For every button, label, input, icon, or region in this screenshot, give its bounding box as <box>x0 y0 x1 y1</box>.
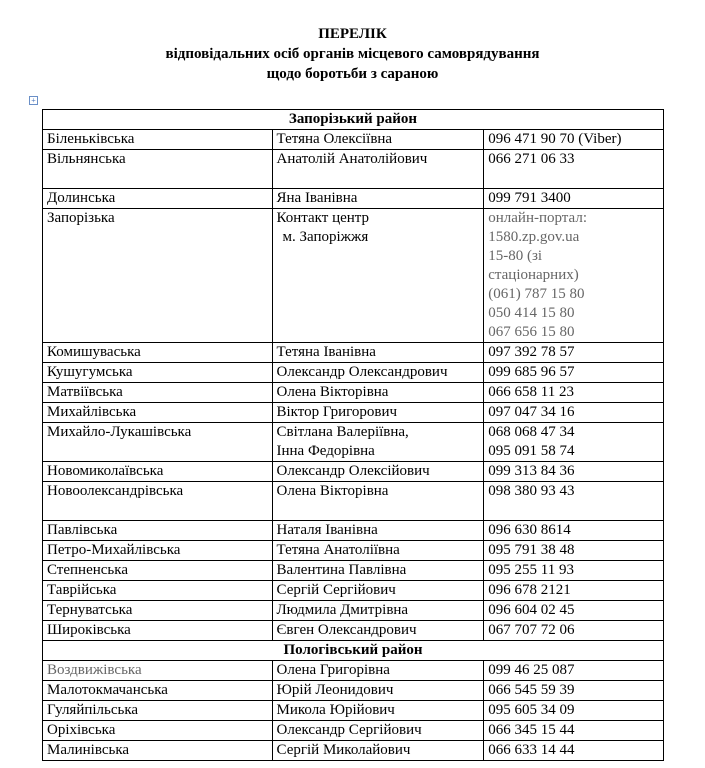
contacts-table <box>42 109 664 761</box>
section-header-row <box>43 110 664 130</box>
section-title: Пологівський район <box>43 641 664 661</box>
community-cell: Степненська <box>43 561 273 581</box>
cell-line: 066 545 59 39 <box>488 682 575 698</box>
community-cell: Малинівська <box>43 741 273 761</box>
person-cell <box>272 681 484 701</box>
person-cell <box>272 189 484 209</box>
cell-line: м. Запоріжжя <box>282 229 369 245</box>
phone-cell <box>484 701 664 721</box>
community-cell: Михайло-Лукашівська <box>43 423 273 462</box>
community-cell: Кушугумська <box>43 363 273 383</box>
document-subtitle-line1: відповідальних осіб органів місцевого самоврядування <box>165 46 540 62</box>
cell-line: 097 047 34 16 <box>488 404 575 420</box>
cell-line: 099 313 84 36 <box>488 463 575 479</box>
person-cell <box>272 423 484 462</box>
community-cell: Матвіївська <box>43 383 273 403</box>
document-title: ПЕРЕЛІК <box>318 26 387 42</box>
table-row <box>43 343 664 363</box>
document-title-block <box>0 24 705 84</box>
table-row <box>43 701 664 721</box>
cell-line: Наталя Іванівна <box>276 522 378 538</box>
cell-line: 066 345 15 44 <box>488 722 575 738</box>
table-row <box>43 403 664 423</box>
table-row <box>43 363 664 383</box>
cell-line: Євген Олександрович <box>276 622 417 638</box>
section-title: Запорізький район <box>43 110 664 130</box>
table-row <box>43 209 664 343</box>
community-cell: Новомиколаївська <box>43 462 273 482</box>
cell-line: Анатолій Анатолійович <box>276 151 428 167</box>
cell-line: Олена Вікторівна <box>276 483 389 499</box>
cell-line: 15-80 (зі <box>488 248 543 264</box>
cell-line: онлайн-портал: <box>488 210 587 226</box>
community-cell: Широківська <box>43 621 273 641</box>
cell-line: Тетяна Анатоліївна <box>276 542 400 558</box>
community-cell: Долинська <box>43 189 273 209</box>
phone-cell <box>484 601 664 621</box>
cell-line: 099 685 96 57 <box>488 364 575 380</box>
phone-cell <box>484 462 664 482</box>
phone-cell <box>484 383 664 403</box>
phone-cell <box>484 209 664 343</box>
table-row <box>43 423 664 462</box>
person-cell <box>272 403 484 423</box>
person-cell <box>272 521 484 541</box>
phone-cell <box>484 561 664 581</box>
phone-cell <box>484 403 664 423</box>
cell-line: 067 656 15 80 <box>488 324 575 340</box>
cell-line: 067 707 72 06 <box>488 622 575 638</box>
cell-line: Микола Юрійович <box>276 702 395 718</box>
table-row <box>43 561 664 581</box>
cell-line: Олександр Сергійович <box>276 722 422 738</box>
community-cell: Комишуваська <box>43 343 273 363</box>
table-row <box>43 541 664 561</box>
table-row <box>43 150 664 189</box>
table-row <box>43 462 664 482</box>
cell-line: Сергій Миколайович <box>276 742 411 758</box>
community-cell: Гуляйпільська <box>43 701 273 721</box>
table-row <box>43 521 664 541</box>
cell-line: 097 392 78 57 <box>488 344 575 360</box>
cell-line: Олександр Олександрович <box>276 364 448 380</box>
phone-cell <box>484 189 664 209</box>
person-cell <box>272 130 484 150</box>
table-row <box>43 130 664 150</box>
person-cell <box>272 541 484 561</box>
community-cell: Павлівська <box>43 521 273 541</box>
cell-line: 1580.zp.gov.ua <box>488 229 580 245</box>
phone-cell <box>484 423 664 462</box>
community-cell: Оріхівська <box>43 721 273 741</box>
phone-cell <box>484 541 664 561</box>
cell-line: 066 271 06 33 <box>488 151 575 167</box>
cell-line: Олександр Олексійович <box>276 463 430 479</box>
table-move-handle-icon[interactable]: + <box>29 96 38 105</box>
phone-cell <box>484 150 664 189</box>
cell-line: 095 255 11 93 <box>488 562 574 578</box>
cell-line: Юрій Леонидович <box>276 682 394 698</box>
cell-line: 066 633 14 44 <box>488 742 575 758</box>
community-cell: Михайлівська <box>43 403 273 423</box>
table-row <box>43 581 664 601</box>
community-cell: Малотокмачанська <box>43 681 273 701</box>
cell-line: Світлана Валеріївна, <box>276 424 409 440</box>
person-cell <box>272 150 484 189</box>
person-cell <box>272 363 484 383</box>
cell-line: Людмила Дмитрівна <box>276 602 409 618</box>
cell-line: Яна Іванівна <box>276 190 358 206</box>
person-cell <box>272 462 484 482</box>
community-cell: Воздвижівська <box>43 661 273 681</box>
cell-line: 066 658 11 23 <box>488 384 574 400</box>
phone-cell <box>484 363 664 383</box>
community-cell: Біленьківська <box>43 130 273 150</box>
cell-line: стаціонарних) <box>488 267 579 283</box>
cell-line: 050 414 15 80 <box>488 305 575 321</box>
person-cell <box>272 621 484 641</box>
table-row <box>43 482 664 521</box>
cell-line: 096 678 2121 <box>488 582 571 598</box>
person-cell <box>272 343 484 363</box>
phone-cell <box>484 343 664 363</box>
table-row <box>43 621 664 641</box>
cell-line: 099 791 3400 <box>488 190 571 206</box>
phone-cell <box>484 621 664 641</box>
table-row <box>43 601 664 621</box>
cell-line: Валентина Павлівна <box>276 562 407 578</box>
cell-line: 068 068 47 34 <box>488 424 575 440</box>
phone-cell <box>484 681 664 701</box>
community-cell: Новоолександрівська <box>43 482 273 521</box>
table-row <box>43 721 664 741</box>
table-row <box>43 681 664 701</box>
phone-cell <box>484 741 664 761</box>
person-cell <box>272 482 484 521</box>
person-cell <box>272 701 484 721</box>
cell-line: Сергій Сергійович <box>276 582 396 598</box>
person-cell <box>272 601 484 621</box>
cell-line: 095 791 38 48 <box>488 542 575 558</box>
person-cell <box>272 581 484 601</box>
phone-cell <box>484 130 664 150</box>
cell-line: 096 630 8614 <box>488 522 571 538</box>
cell-line: 096 604 02 45 <box>488 602 575 618</box>
cell-line: 099 46 25 087 <box>488 662 575 678</box>
cell-line: (061) 787 15 80 <box>488 286 585 302</box>
person-cell <box>272 661 484 681</box>
cell-line: Олена Григорівна <box>276 662 390 678</box>
community-cell: Вільнянська <box>43 150 273 189</box>
phone-cell <box>484 581 664 601</box>
community-cell: Тернуватська <box>43 601 273 621</box>
person-cell <box>272 209 484 343</box>
phone-cell <box>484 482 664 521</box>
person-cell <box>272 383 484 403</box>
person-cell <box>272 741 484 761</box>
table-row <box>43 741 664 761</box>
document-subtitle-line2: щодо боротьби з сараною <box>266 66 439 82</box>
cell-line: 096 471 90 70 (Viber) <box>488 131 622 147</box>
table-row <box>43 661 664 681</box>
community-cell: Таврійська <box>43 581 273 601</box>
cell-line: Олена Вікторівна <box>276 384 389 400</box>
cell-line: Віктор Григорович <box>276 404 398 420</box>
cell-line: Контакт центр <box>276 210 370 226</box>
person-cell <box>272 721 484 741</box>
cell-line: 095 091 58 74 <box>488 443 575 459</box>
section-header-row <box>43 641 664 661</box>
cell-line: Інна Федорівна <box>276 443 375 459</box>
cell-line: 098 380 93 43 <box>488 483 575 499</box>
community-cell: Запорізька <box>43 209 273 343</box>
phone-cell <box>484 721 664 741</box>
cell-line: Тетяна Олексіївна <box>276 131 393 147</box>
phone-cell <box>484 521 664 541</box>
community-cell: Петро-Михайлівська <box>43 541 273 561</box>
table-row <box>43 189 664 209</box>
table-row <box>43 383 664 403</box>
person-cell <box>272 561 484 581</box>
phone-cell <box>484 661 664 681</box>
cell-line: 095 605 34 09 <box>488 702 575 718</box>
cell-line: Тетяна Іванівна <box>276 344 376 360</box>
